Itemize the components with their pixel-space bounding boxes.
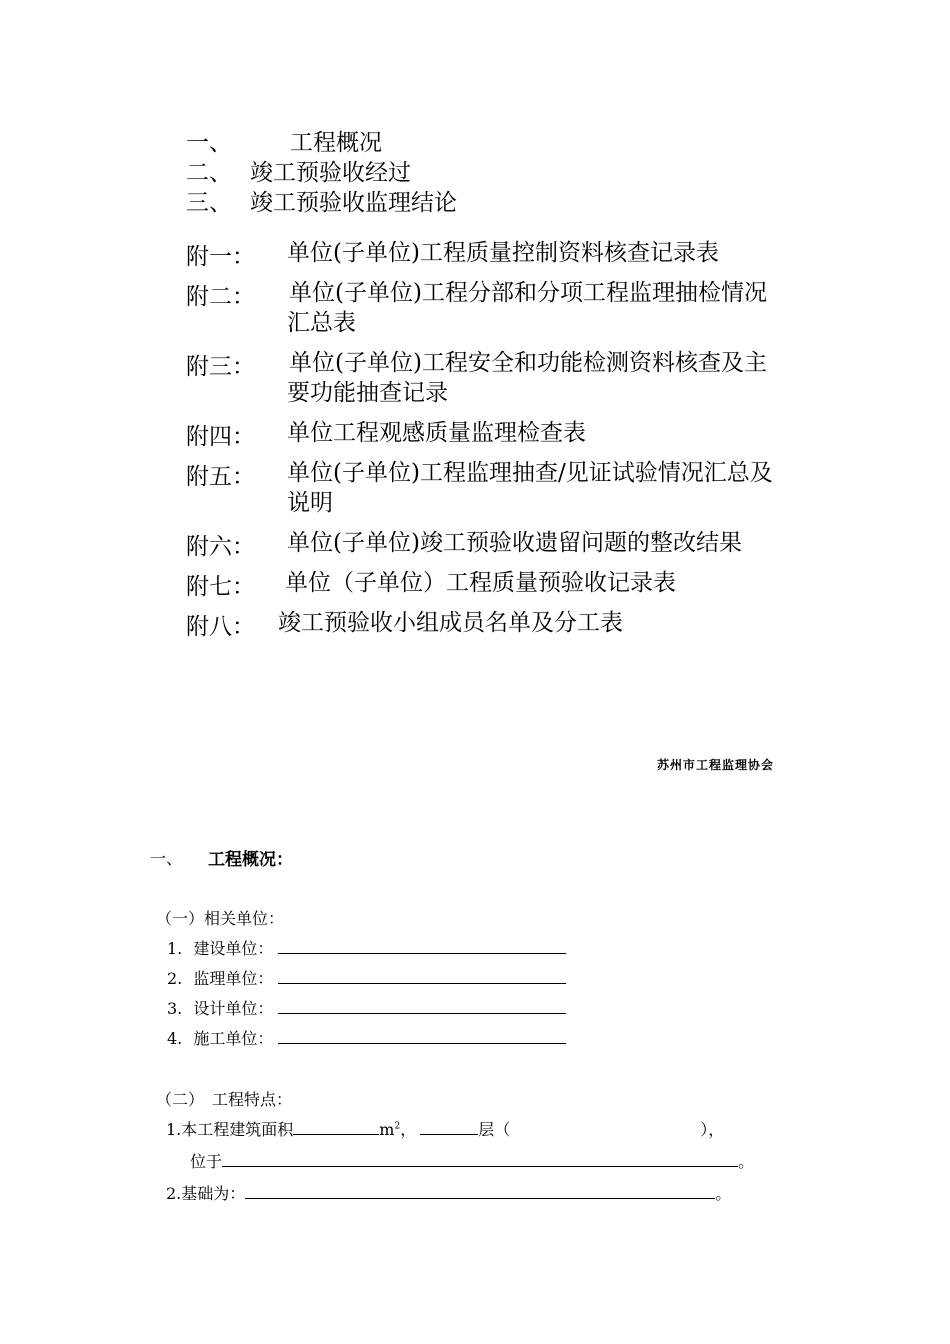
unit-label: 设计单位： xyxy=(193,999,274,1018)
supervision-unit-field[interactable] xyxy=(278,969,566,984)
toc-title-1: 工程概况 xyxy=(290,130,382,156)
location-line xyxy=(190,1149,754,1172)
appendix-text-3a: 单位(子单位)工程安全和功能检测资料核查及主 xyxy=(289,350,767,376)
appendix-label-5: 附五： xyxy=(186,464,255,490)
appendix-label-7: 附七： xyxy=(186,574,255,600)
appendix-label-1: 附一： xyxy=(186,244,255,270)
features-heading: （二） 工程特点： xyxy=(156,1090,293,1109)
period: 。 xyxy=(715,1184,732,1203)
appendix-text-1: 单位(子单位)工程质量控制资料核查记录表 xyxy=(287,240,719,266)
toc-num: 三、 xyxy=(186,190,232,216)
period: 。 xyxy=(738,1152,755,1171)
association-name: 苏州市工程监理协会 xyxy=(657,758,775,772)
area-line xyxy=(166,1117,724,1140)
appendix-label-3: 附三： xyxy=(186,354,255,380)
appendix-label-6: 附六： xyxy=(186,534,255,560)
unit-label: 建设单位： xyxy=(193,939,274,958)
section-number: 一、 xyxy=(150,849,183,868)
toc-num: 一、 xyxy=(186,130,232,156)
unit-num: 1. xyxy=(167,939,183,958)
area-unit: m xyxy=(379,1120,395,1139)
location-field[interactable] xyxy=(222,1152,738,1167)
floors-field[interactable] xyxy=(420,1120,478,1135)
design-unit-field[interactable] xyxy=(278,999,566,1014)
unit-num: 3. xyxy=(167,999,183,1018)
toc-title-2: 竣工预验收经过 xyxy=(250,160,411,186)
appendix-text-3b: 要功能抽查记录 xyxy=(287,380,448,406)
unit-num: 2. xyxy=(167,969,183,988)
toc-title-3: 竣工预验收监理结论 xyxy=(250,190,457,216)
appendix-text-8: 竣工预验收小组成员名单及分工表 xyxy=(278,610,623,636)
appendix-label-2: 附二： xyxy=(186,284,255,310)
foundation-label: 2.基础为： xyxy=(166,1184,246,1203)
toc-item-1 xyxy=(186,128,232,158)
area-label: 1.本工程建筑面积 xyxy=(166,1120,294,1139)
appendix-label-4: 附四： xyxy=(186,424,255,450)
floors-label: 层（ xyxy=(478,1120,511,1139)
unit-row-1 xyxy=(167,936,566,959)
toc-item-2 xyxy=(186,158,232,188)
foundation-field[interactable] xyxy=(245,1184,715,1199)
area-unit-sup: 2 xyxy=(394,1121,401,1132)
section-title: 工程概况： xyxy=(208,850,293,870)
unit-num: 4. xyxy=(167,1029,183,1048)
appendix-label-8: 附八： xyxy=(186,614,255,640)
area-field[interactable] xyxy=(293,1120,379,1135)
construction-unit-field[interactable] xyxy=(278,939,566,954)
unit-row-4 xyxy=(167,1026,566,1049)
appendix-text-5a: 单位(子单位)工程监理抽查/见证试验情况汇总及 xyxy=(287,460,773,486)
paren-close: ）， xyxy=(700,1120,725,1139)
appendix-text-4: 单位工程观感质量监理检查表 xyxy=(287,420,586,446)
unit-label: 施工单位： xyxy=(193,1029,274,1048)
unit-row-3 xyxy=(167,996,566,1019)
toc-num: 二、 xyxy=(186,160,232,186)
contractor-unit-field[interactable] xyxy=(278,1029,566,1044)
unit-label: 监理单位： xyxy=(193,969,274,988)
appendix-text-7: 单位（子单位）工程质量预验收记录表 xyxy=(285,570,676,596)
appendix-text-5b: 说明 xyxy=(287,490,333,516)
appendix-text-6: 单位(子单位)竣工预验收遗留问题的整改结果 xyxy=(287,530,742,556)
location-label: 位于 xyxy=(190,1152,223,1171)
foundation-line xyxy=(166,1181,731,1204)
appendix-text-2b: 汇总表 xyxy=(287,310,356,336)
appendix-text-2a: 单位(子单位)工程分部和分项工程监理抽检情况 xyxy=(289,280,767,306)
toc-item-3 xyxy=(186,188,232,218)
comma: ， xyxy=(400,1120,417,1139)
unit-row-2 xyxy=(167,966,566,989)
related-units-heading: （一）相关单位： xyxy=(156,909,285,928)
